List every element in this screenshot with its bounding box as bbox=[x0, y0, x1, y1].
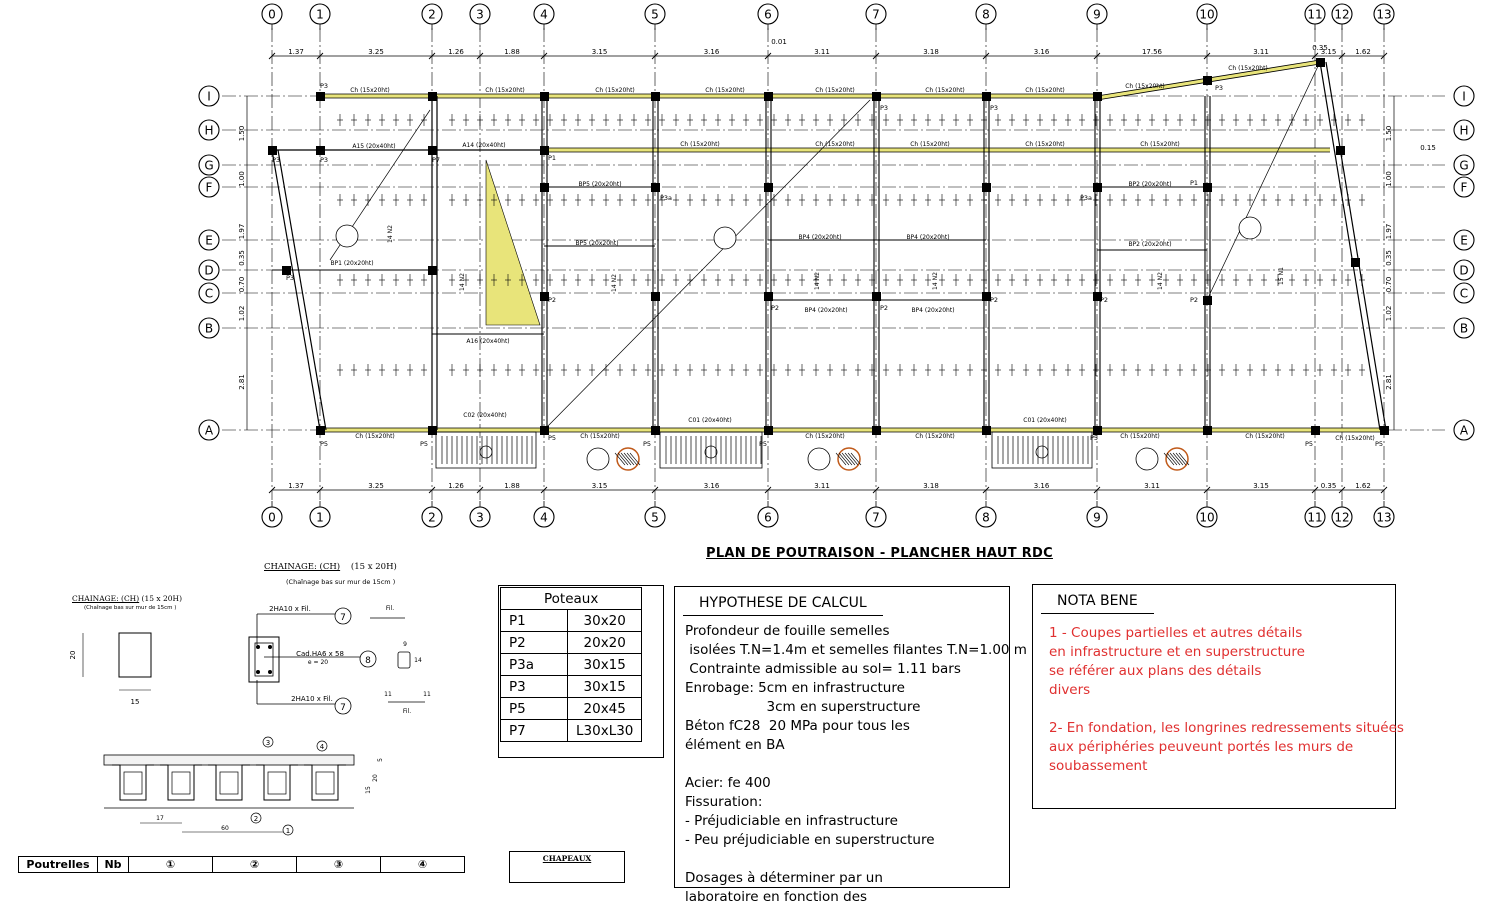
dimension-value: 1.02 bbox=[238, 305, 246, 322]
nota-bene-lines bbox=[1049, 624, 1404, 776]
column bbox=[1203, 183, 1212, 192]
table-row: P7 L30xL30 bbox=[501, 720, 642, 742]
mark-8: 8 bbox=[365, 656, 371, 666]
text-line: - Peu préjudiciable en superstructure bbox=[685, 832, 935, 848]
dim-14: 14 bbox=[414, 657, 422, 664]
chainage-dims: (15 x 20H) bbox=[350, 562, 397, 572]
text-line: divers bbox=[1049, 682, 1091, 698]
beam-A13 bbox=[1320, 62, 1380, 430]
beam-label-a14: A14 (20x40ht) bbox=[462, 142, 506, 149]
chainage-dim-h: 20 bbox=[69, 650, 77, 660]
mark-7: 7 bbox=[340, 703, 346, 713]
column bbox=[316, 146, 325, 155]
dimension-value: 0.35 bbox=[1312, 44, 1328, 52]
beam-labels bbox=[272, 65, 1383, 448]
dimension-value: 3.18 bbox=[923, 48, 939, 56]
dim-11: 11 bbox=[423, 691, 431, 698]
column bbox=[651, 292, 660, 301]
axis-label-10: 10 bbox=[1199, 7, 1215, 22]
axis-label-7: 7 bbox=[872, 510, 880, 525]
column bbox=[1316, 58, 1325, 67]
dimension-value: 3.15 bbox=[1320, 48, 1337, 56]
text-line: isolées T.N=1.4m et semelles filantes T.N=1.00 m bbox=[685, 642, 1027, 658]
text-line bbox=[685, 850, 1009, 869]
post-p3: P3 bbox=[880, 104, 889, 112]
beam-label-ch: Ch (15x20ht) bbox=[915, 433, 955, 440]
post-p3a: P3a bbox=[1080, 194, 1093, 202]
post-p5: P5 bbox=[643, 440, 652, 448]
joist-count: 14 N2 bbox=[932, 272, 939, 290]
detail-drawings bbox=[69, 605, 431, 835]
slab-compression-layer bbox=[104, 755, 354, 765]
axis-label-11: 11 bbox=[1307, 7, 1323, 22]
text-line: soubassement bbox=[1049, 758, 1148, 774]
block-cavity bbox=[316, 772, 334, 794]
post-p2: P2 bbox=[771, 304, 780, 312]
text-line: Enrobage: 5cm en infrastructure bbox=[685, 680, 905, 696]
axis-label-9: 9 bbox=[1093, 510, 1101, 525]
dimension-value: 3.25 bbox=[368, 48, 384, 56]
dimension-value: 0.35 bbox=[238, 250, 246, 266]
beam-label-ch: Ch (15x20ht) bbox=[705, 87, 745, 94]
post-p3a: P3a bbox=[660, 194, 673, 202]
slab-mark: 4 bbox=[319, 743, 325, 751]
column bbox=[872, 426, 881, 435]
diagonal-line bbox=[1207, 62, 1320, 300]
axis-label-0: 0 bbox=[268, 510, 276, 525]
column bbox=[1351, 258, 1360, 267]
axis-label-4: 4 bbox=[540, 7, 548, 22]
axis-label-4: 4 bbox=[540, 510, 548, 525]
beam-label-ch: Ch (15x20ht) bbox=[925, 87, 965, 94]
text-line: élément en BA bbox=[685, 737, 785, 753]
post-p5: P5 bbox=[759, 440, 768, 448]
post-p2: P2 bbox=[990, 296, 999, 304]
axis-label-8: 8 bbox=[982, 510, 990, 525]
axis-label-10: 10 bbox=[1199, 510, 1215, 525]
beam-label-ch: Ch (15x20ht) bbox=[1228, 65, 1268, 72]
section-tag bbox=[336, 225, 358, 247]
chainage-bar-bottom: 2HA10 x Fil. bbox=[291, 695, 333, 703]
beam-label-bp2: BP2 (20x20ht) bbox=[1128, 241, 1172, 248]
poteaux-header: Poteaux bbox=[501, 588, 642, 610]
chainage-note-small: (Chaînage bas sur mur de 15cm ) bbox=[84, 605, 177, 611]
text-line: aux périphéries peuveunt portés les murs de bbox=[1049, 739, 1354, 755]
dimension-value: 1.00 bbox=[238, 171, 246, 187]
post-p3: P3 bbox=[1215, 84, 1224, 92]
hollow-block bbox=[304, 765, 346, 800]
column bbox=[316, 426, 325, 435]
post-p1: P1 bbox=[548, 154, 557, 162]
column bbox=[1093, 183, 1102, 192]
column bbox=[764, 426, 773, 435]
table-row: P5 20x45 bbox=[501, 698, 642, 720]
dimension-value: 3.16 bbox=[1033, 48, 1050, 56]
dimension-value: 1.62 bbox=[1355, 48, 1371, 56]
table-row: P3a 30x15 bbox=[501, 654, 642, 676]
axis-label-12: 12 bbox=[1334, 7, 1350, 22]
post-p1: P1 bbox=[1190, 179, 1199, 187]
post-p3: P3 bbox=[286, 274, 295, 282]
dimension-value: 1.37 bbox=[288, 48, 304, 56]
beam-label-ch: Ch (15x20ht) bbox=[815, 141, 855, 148]
column bbox=[872, 92, 881, 101]
beam-label-ch: Ch (15x20ht) bbox=[350, 87, 390, 94]
table-row: P1 30x20 bbox=[501, 610, 642, 632]
mark-7: 7 bbox=[340, 613, 346, 623]
axis-label-G: G bbox=[1459, 158, 1469, 173]
column bbox=[982, 92, 991, 101]
dimension-value: 1.88 bbox=[504, 482, 520, 490]
text-line: laboratoire en fonction des bbox=[685, 889, 868, 905]
axis-label-B: B bbox=[1459, 321, 1469, 336]
axis-label-8: 8 bbox=[982, 7, 990, 22]
text-line: Dosages à déterminer par un bbox=[685, 870, 883, 886]
chainage-section bbox=[249, 637, 279, 682]
beam-label-c02: C02 (20x40ht) bbox=[463, 412, 507, 419]
beam-label-ch: Ch (15x20ht) bbox=[355, 433, 395, 440]
joist-count: 14 N2 bbox=[814, 272, 821, 290]
beam-label-ch: Ch (15x20ht) bbox=[595, 87, 635, 94]
column bbox=[1380, 426, 1389, 435]
dimension-value: 1.37 bbox=[288, 482, 304, 490]
beam-label-ch: Ch (15x20ht) bbox=[1245, 433, 1285, 440]
beam-label-ch: Ch (15x20ht) bbox=[1335, 435, 1375, 442]
axis-label-2: 2 bbox=[428, 510, 436, 525]
slab-dim: 60 bbox=[221, 825, 229, 832]
axis-label-A: A bbox=[1459, 423, 1469, 438]
rebar-dot bbox=[256, 645, 260, 649]
axis-label-A: A bbox=[204, 423, 214, 438]
nota-bene-title: NOTA BENE bbox=[1041, 589, 1154, 614]
dimension-value: 3.15 bbox=[1253, 482, 1269, 490]
dimension-value: 0.70 bbox=[1385, 276, 1393, 293]
post-p5: P5 bbox=[420, 440, 429, 448]
chainage-bar-top: 2HA10 x Fil. bbox=[269, 605, 311, 613]
chainage-section-small bbox=[119, 633, 151, 677]
beam-label-bp5: BP5 (20x20ht) bbox=[578, 181, 622, 188]
text-line: Contrainte admissible au sol= 1.11 bars bbox=[685, 661, 961, 677]
beam-label-bp4: BP4 (20x20ht) bbox=[906, 234, 950, 241]
axis-label-E: E bbox=[205, 233, 213, 248]
beam-label-bp4: BP4 (20x20ht) bbox=[911, 307, 955, 314]
text-line bbox=[685, 755, 1009, 774]
dimension-value: 3.15 bbox=[591, 48, 608, 56]
post-p3: P3 bbox=[320, 156, 329, 164]
post-p5: P5 bbox=[320, 440, 329, 448]
dimension-value: 3.11 bbox=[814, 482, 830, 490]
post-p5: P5 bbox=[548, 434, 557, 442]
column bbox=[1203, 296, 1212, 305]
beam-label-ch: Ch (15x20ht) bbox=[485, 87, 525, 94]
column bbox=[1203, 76, 1212, 85]
rebar-dot bbox=[256, 670, 260, 674]
hollow-block bbox=[256, 765, 298, 800]
dimension-value: 1.88 bbox=[504, 48, 520, 56]
poutrelles-table: Poutrelles Nb ① ② ③ ④ bbox=[18, 856, 465, 873]
column bbox=[651, 426, 660, 435]
slab-mark: 1 bbox=[285, 827, 291, 835]
column bbox=[540, 92, 549, 101]
dimension-value: 3.16 bbox=[1033, 482, 1050, 490]
beam-label-bp4: BP4 (20x20ht) bbox=[804, 307, 848, 314]
beam-label-ch: Ch (15x20ht) bbox=[910, 141, 950, 148]
column bbox=[764, 92, 773, 101]
text-line: 2- En fondation, les longrines redressements situées bbox=[1049, 720, 1404, 736]
text-line: Profondeur de fouille semelles bbox=[685, 623, 890, 639]
dimension-value: 3.18 bbox=[923, 482, 939, 490]
beam-label-a15: A15 (20x40ht) bbox=[352, 143, 396, 150]
dimension-value: 0.15 bbox=[1420, 144, 1436, 152]
beam-label-ch: Ch (15x20ht) bbox=[580, 433, 620, 440]
column bbox=[428, 92, 437, 101]
axis-label-E: E bbox=[1460, 233, 1468, 248]
axis-label-6: 6 bbox=[764, 510, 772, 525]
slab-dim: 15 bbox=[365, 786, 372, 794]
stair-area bbox=[992, 432, 1092, 468]
footing-symbol bbox=[808, 448, 830, 470]
beam-label-bp4: BP4 (20x20ht) bbox=[798, 234, 842, 241]
post-p5: P5 bbox=[1305, 440, 1314, 448]
axis-label-F: F bbox=[1460, 180, 1468, 195]
dimension-value: 3.15 bbox=[591, 482, 608, 490]
hypothese-lines bbox=[685, 622, 1027, 907]
axis-label-6: 6 bbox=[764, 7, 772, 22]
beam-label-ch: Ch (15x20ht) bbox=[680, 141, 720, 148]
axis-label-H: H bbox=[1459, 123, 1469, 138]
joist-count: 14 N2 bbox=[1157, 272, 1164, 290]
section-tag bbox=[714, 227, 736, 249]
column bbox=[764, 292, 773, 301]
axis-label-I: I bbox=[207, 89, 211, 104]
dimension-value: 2.81 bbox=[1385, 374, 1393, 390]
axis-label-12: 12 bbox=[1334, 510, 1350, 525]
nota-bene-panel bbox=[1032, 584, 1404, 809]
block-cavity bbox=[172, 772, 190, 794]
fil-label: Fil. bbox=[402, 708, 412, 715]
axis-label-1: 1 bbox=[316, 510, 324, 525]
fil-label: Fil. bbox=[385, 605, 395, 612]
chainage-note: (Chaînage bas sur mur de 15cm ) bbox=[286, 578, 396, 586]
column bbox=[1336, 146, 1345, 155]
column bbox=[651, 92, 660, 101]
beam-label-ch: Ch (15x20ht) bbox=[1025, 87, 1065, 94]
block-cavity bbox=[124, 772, 142, 794]
dimension-value: 3.16 bbox=[703, 48, 720, 56]
axis-label-G: G bbox=[204, 158, 214, 173]
stirrup-shape bbox=[398, 652, 410, 668]
dimension-value: 1.02 bbox=[1385, 305, 1393, 322]
post-p3: P3 bbox=[272, 156, 281, 164]
rebar-dot bbox=[268, 645, 272, 649]
text-line: - Préjudiciable en infrastructure bbox=[685, 813, 898, 829]
axis-label-F: F bbox=[205, 180, 213, 195]
beam-label-bp5: BP5 (20x20ht) bbox=[575, 240, 619, 247]
text-line: Acier: fe 400 bbox=[685, 775, 771, 791]
footing-symbol bbox=[1136, 448, 1158, 470]
text-line: 3cm en superstructure bbox=[685, 699, 921, 715]
column bbox=[1203, 426, 1212, 435]
dimension-value: 0.70 bbox=[238, 276, 246, 293]
dimension-value: 3.11 bbox=[1253, 48, 1269, 56]
footing-symbol bbox=[587, 448, 609, 470]
text-line: 1 - Coupes partielles et autres détails bbox=[1049, 625, 1303, 641]
dimension-value: 1.26 bbox=[448, 48, 464, 56]
column bbox=[428, 266, 437, 275]
axis-label-1: 1 bbox=[316, 7, 324, 22]
plan-title: PLAN DE POUTRAISON - PLANCHER HAUT RDC bbox=[706, 546, 1053, 561]
axis-bubbles bbox=[199, 4, 1474, 527]
hollow-block bbox=[160, 765, 202, 800]
joist-count: 15 N1 bbox=[1278, 267, 1285, 285]
beam-label-bp1: BP1 (20x20ht) bbox=[330, 260, 374, 267]
stair-area bbox=[436, 432, 536, 468]
chapeaux-title: CHAPEAUX bbox=[542, 854, 592, 863]
column bbox=[428, 146, 437, 155]
slab-dim: 20 bbox=[372, 774, 379, 782]
rebar-dot bbox=[268, 670, 272, 674]
column bbox=[982, 426, 991, 435]
beam-label-ch: Ch (15x20ht) bbox=[815, 87, 855, 94]
dimension-value: 2.81 bbox=[238, 374, 246, 390]
beam-label-bp2: BP2 (20x20ht) bbox=[1128, 181, 1172, 188]
table-row: P3 30x15 bbox=[501, 676, 642, 698]
post-p2: P2 bbox=[1190, 296, 1199, 304]
slab-mark: 2 bbox=[253, 815, 259, 823]
post-p2: P2 bbox=[548, 296, 557, 304]
axis-label-C: C bbox=[204, 286, 214, 301]
slab-mark: 3 bbox=[265, 739, 271, 747]
axis-label-I: I bbox=[1462, 89, 1466, 104]
axis-label-H: H bbox=[204, 123, 214, 138]
dimension-value: 1.97 bbox=[1385, 223, 1393, 240]
table-row: P2 20x20 bbox=[501, 632, 642, 654]
chainage-dims-small: (15 x 20H) bbox=[141, 594, 183, 603]
beam-A13 bbox=[1326, 62, 1386, 430]
axis-label-D: D bbox=[1459, 263, 1469, 278]
hypothese-panel bbox=[674, 586, 1027, 905]
column bbox=[872, 292, 881, 301]
axis-label-13: 13 bbox=[1376, 510, 1392, 525]
dimension-lines bbox=[238, 38, 1436, 493]
post-p5: P5 bbox=[1090, 434, 1099, 442]
joist-count: 14 N2 bbox=[459, 273, 466, 291]
dimension-value: 1.50 bbox=[238, 125, 246, 142]
beam-label-ch: Ch (15x20ht) bbox=[1125, 83, 1165, 90]
beam-label-c01: C01 (20x40ht) bbox=[1023, 417, 1067, 424]
axis-label-5: 5 bbox=[651, 7, 659, 22]
dimension-value: 0.35 bbox=[1320, 482, 1337, 490]
beam-label-ch: Ch (15x20ht) bbox=[1025, 141, 1065, 148]
text-line: Fissuration: bbox=[685, 794, 763, 810]
axis-label-3: 3 bbox=[476, 510, 484, 525]
beam-label-ch: Ch (15x20ht) bbox=[805, 433, 845, 440]
post-p3: P3 bbox=[990, 104, 999, 112]
beam-label-c01: C01 (20x40ht) bbox=[688, 417, 732, 424]
axis-label-B: B bbox=[204, 321, 214, 336]
slab-dim: 5 bbox=[377, 758, 384, 762]
dimension-value: 1.62 bbox=[1355, 482, 1371, 490]
beam-A1 bbox=[278, 150, 329, 430]
axis-label-7: 7 bbox=[872, 7, 880, 22]
post-p5: P5 bbox=[1375, 440, 1384, 448]
hypothese-title: HYPOTHESE DE CALCUL bbox=[683, 591, 883, 616]
chainage-stirrup-label: Cad.HA6 x 58 bbox=[296, 650, 344, 658]
axis-label-9: 9 bbox=[1093, 7, 1101, 22]
dimension-value: 1.00 bbox=[1385, 171, 1393, 187]
post-p7: P7 bbox=[432, 156, 441, 164]
axis-label-0: 0 bbox=[268, 7, 276, 22]
dimension-value: 0.35 bbox=[1385, 250, 1393, 266]
axis-label-D: D bbox=[204, 263, 214, 278]
column bbox=[982, 183, 991, 192]
chainage-title: CHAINAGE: (CH) bbox=[264, 562, 341, 572]
post-p3: P3 bbox=[320, 82, 329, 90]
column bbox=[651, 183, 660, 192]
column bbox=[764, 183, 773, 192]
column bbox=[540, 183, 549, 192]
axis-label-C: C bbox=[1459, 286, 1469, 301]
beam-label-ch: Ch (15x20ht) bbox=[1140, 141, 1180, 148]
text-line: se référer aux plans des détails bbox=[1049, 663, 1262, 679]
beam-A1 bbox=[272, 150, 320, 430]
axis-label-3: 3 bbox=[476, 7, 484, 22]
column bbox=[316, 92, 325, 101]
poteaux-frame bbox=[498, 585, 664, 758]
block-cavity bbox=[220, 772, 238, 794]
dimension-value: 1.50 bbox=[1385, 125, 1393, 142]
dimension-value: 1.97 bbox=[238, 223, 246, 240]
slab-dim: 17 bbox=[156, 815, 164, 822]
joist-count: 14 N2 bbox=[387, 225, 394, 243]
dimension-value: 3.11 bbox=[1144, 482, 1160, 490]
column bbox=[1093, 92, 1102, 101]
chainage-dim-w: 15 bbox=[130, 698, 140, 706]
hollow-block bbox=[208, 765, 250, 800]
opening-triangle bbox=[486, 160, 540, 325]
beam-label-a16: A16 (20x40ht) bbox=[466, 338, 510, 345]
dimension-value: 3.25 bbox=[368, 482, 384, 490]
dim-11: 11 bbox=[384, 691, 392, 698]
axis-label-11: 11 bbox=[1307, 510, 1323, 525]
text-line: en infrastructure et en superstructure bbox=[1049, 644, 1305, 660]
dimension-value: 3.16 bbox=[703, 482, 720, 490]
dimension-value: 3.11 bbox=[814, 48, 830, 56]
section-tag bbox=[1239, 217, 1261, 239]
chapeaux-box bbox=[509, 851, 625, 883]
dimension-value: 1.26 bbox=[448, 482, 464, 490]
chainage-title-small: CHAINAGE: (CH) bbox=[72, 594, 140, 603]
chainage-spacing: e = 20 bbox=[307, 659, 329, 666]
axis-label-5: 5 bbox=[651, 510, 659, 525]
column bbox=[1311, 426, 1320, 435]
text-line bbox=[1049, 700, 1395, 719]
axis-label-13: 13 bbox=[1376, 7, 1392, 22]
post-p2: P2 bbox=[880, 304, 889, 312]
hollow-block bbox=[112, 765, 154, 800]
joist-count: 14 N2 bbox=[611, 274, 618, 292]
beam-label-ch: Ch (15x20ht) bbox=[1120, 433, 1160, 440]
post-p2: P2 bbox=[1100, 296, 1109, 304]
axis-label-2: 2 bbox=[428, 7, 436, 22]
block-cavity bbox=[268, 772, 286, 794]
dim-9: 9 bbox=[403, 641, 407, 648]
dimension-value: 0.01 bbox=[771, 38, 787, 46]
text-line: Béton fC28 20 MPa pour tous les bbox=[685, 718, 910, 734]
dimension-value: 17.56 bbox=[1141, 48, 1163, 56]
column bbox=[268, 146, 277, 155]
